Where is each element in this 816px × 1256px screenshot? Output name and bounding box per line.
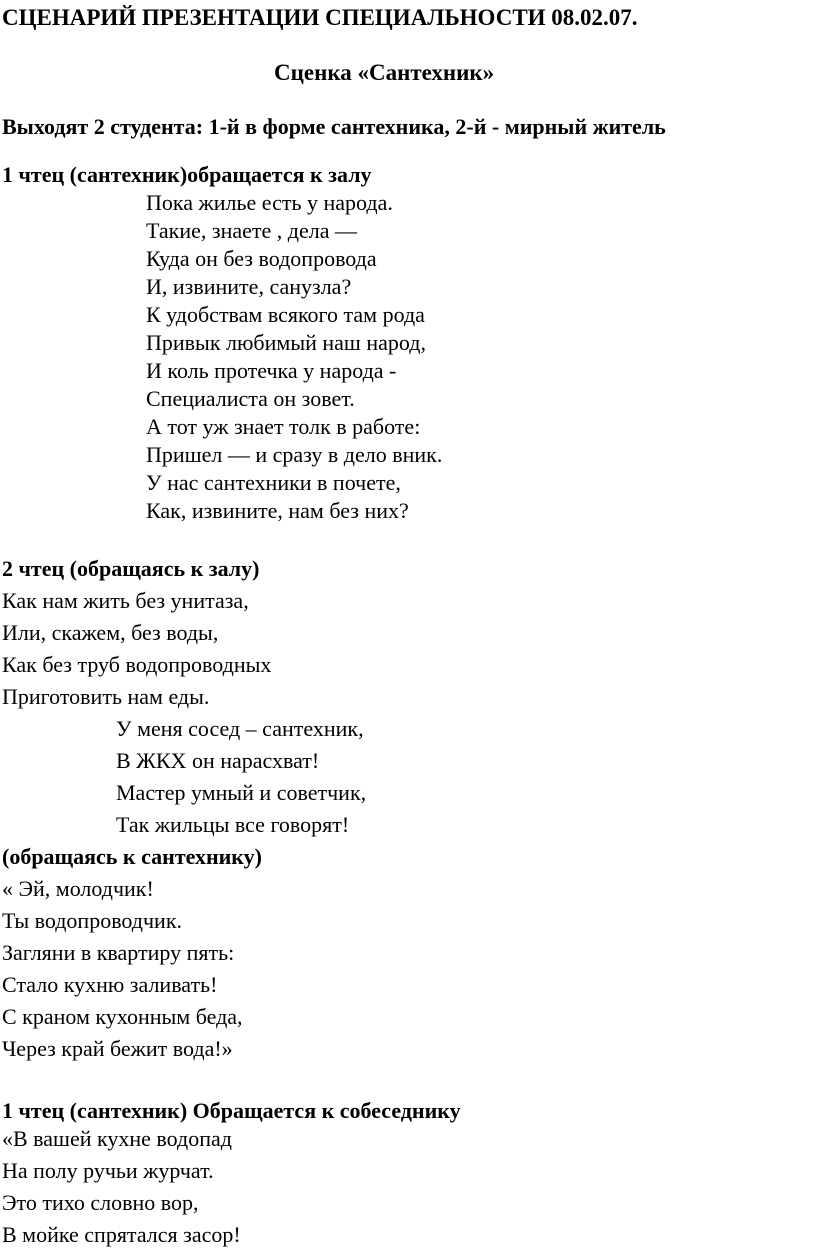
verse-line: «В вашей кухне водопад [2, 1126, 232, 1151]
stage-direction: (обращаясь к сантехнику) [2, 844, 262, 869]
verse-line: Куда он без водопровода [146, 246, 377, 271]
verse-line: Как без труб водопроводных [2, 652, 272, 677]
verse-line: А тот уж знает толк в работе: [146, 414, 421, 439]
document-subtitle: Сценка «Сантехник» [274, 60, 495, 85]
verse-line: В мойке спрятался засор! [2, 1222, 241, 1247]
verse-line: Такие, знаете , дела — [146, 218, 357, 243]
verse-line: С краном кухонным беда, [2, 1004, 243, 1029]
verse-line: Мастер умный и советчик, [116, 780, 367, 805]
verse-line: Ты водопроводчик. [2, 908, 183, 933]
verse-line: И, извините, санузла? [146, 274, 352, 299]
verse-line: Стало кухню заливать! [2, 972, 218, 997]
verse-line: Пока жилье есть у народа. [146, 190, 393, 215]
verse-line: Через край бежит вода!» [2, 1036, 233, 1061]
verse-line: Это тихо словно вор, [2, 1190, 199, 1215]
verse-line: К удобствам всякого там рода [146, 302, 425, 327]
verse-line: У меня сосед – сантехник, [116, 716, 364, 741]
verse-line: « Эй, молодчик! [2, 876, 154, 901]
verse-line: В ЖКХ он нарасхват! [116, 748, 320, 773]
verse-line: Приготовить нам еды. [2, 684, 210, 709]
document-title: СЦЕНАРИЙ ПРЕЗЕНТАЦИИ СПЕЦИАЛЬНОСТИ 08.02.07. [2, 5, 638, 30]
verse-line: Специалиста он зовет. [146, 386, 355, 411]
verse-line: У нас сантехники в почете, [146, 470, 401, 495]
verse-line: Как нам жить без унитаза, [2, 588, 249, 613]
verse-line: Так жильцы все говорят! [116, 812, 350, 837]
verse-line: Как, извините, нам без них? [146, 498, 409, 523]
speaker-3-heading: 1 чтец (сантехник) Обращается к собеседнику [2, 1098, 461, 1123]
speaker-2-heading: 2 чтец (обращаясь к залу) [2, 556, 260, 581]
verse-line: Загляни в квартиру пять: [2, 940, 235, 965]
verse-line: На полу ручьи журчат. [2, 1158, 214, 1183]
verse-line: Или, скажем, без воды, [2, 620, 219, 645]
verse-line: И коль протечка у народа - [146, 358, 397, 383]
speaker-1-heading: 1 чтец (сантехник)обращается к залу [2, 162, 372, 187]
verse-line: Привык любимый наш народ, [146, 330, 426, 355]
verse-line: Пришел — и сразу в дело вник. [146, 442, 443, 467]
intro-text: Выходят 2 студента: 1-й в форме сантехника, 2-й - мирный житель [2, 114, 666, 139]
